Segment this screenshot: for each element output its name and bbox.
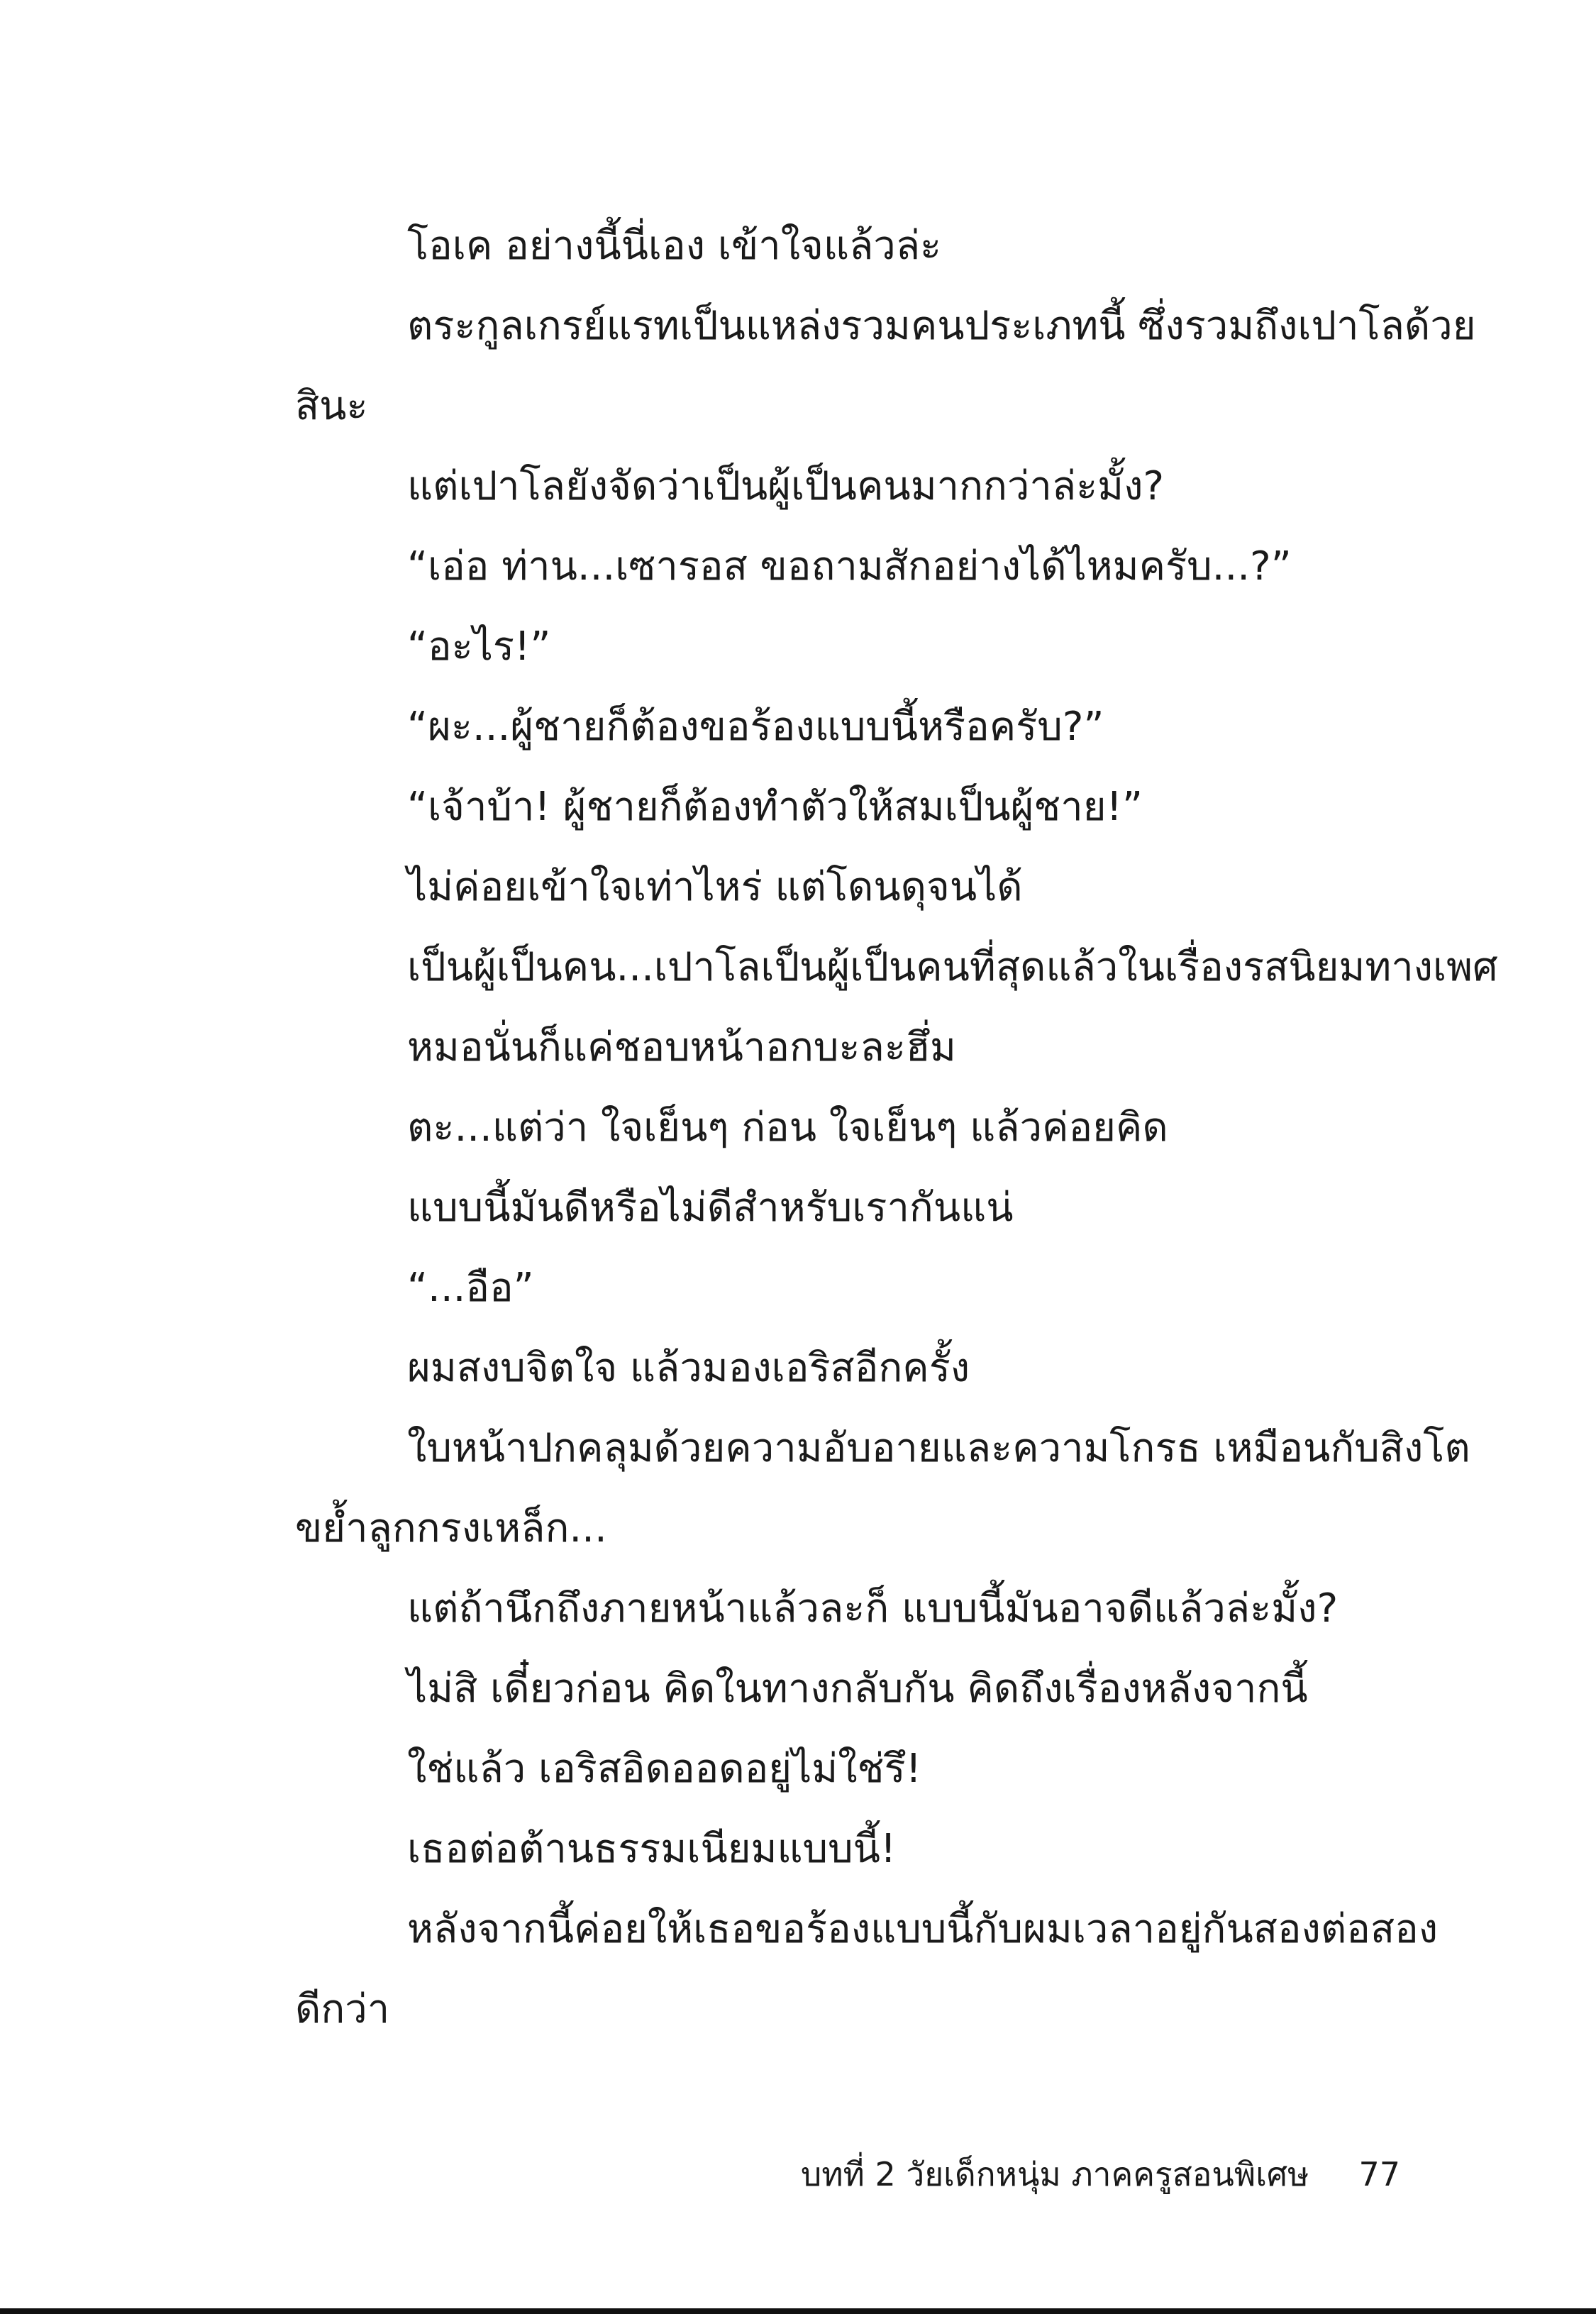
paragraph: แต่ถ้านึกถึงภายหน้าแล้วละก็ แบบนี้มันอาจดีแล้วล่ะมั้ง? bbox=[407, 1585, 1339, 1632]
paragraph: “ผะ...ผู้ชายก็ต้องขอร้องแบบนี้หรือครับ?” bbox=[407, 704, 1104, 750]
paragraph: แบบนี้มันดีหรือไม่ดีสำหรับเรากันแน่ bbox=[407, 1185, 1014, 1231]
paragraph: “อะไร!” bbox=[407, 624, 551, 670]
paragraph: “เจ้าบ้า! ผู้ชายก็ต้องทำตัวให้สมเป็นผู้ชาย!” bbox=[407, 784, 1143, 830]
paragraph: เธอต่อต้านธรรมเนียมแบบนี้! bbox=[407, 1826, 897, 1872]
paragraph: ไม่สิ เดี๋ยวก่อน คิดในทางกลับกัน คิดถึงเรื่องหลังจากนี้ bbox=[407, 1666, 1308, 1712]
paragraph: เป็นผู้เป็นคน...เปาโลเป็นผู้เป็นคนที่สุดแล้วในเรื่องรสนิยมทางเพศ bbox=[407, 944, 1498, 990]
paragraph: หมอนั่นก็แค่ชอบหน้าอกบะละฮึ่ม bbox=[407, 1024, 956, 1070]
page-number: 77 bbox=[1358, 2155, 1400, 2193]
paragraph: ตะ...แต่ว่า ใจเย็นๆ ก่อน ใจเย็นๆ แล้วค่อยคิด bbox=[407, 1105, 1168, 1151]
paragraph: แต่เปาโลยังจัดว่าเป็นผู้เป็นคนมากกว่าล่ะมั้ง? bbox=[407, 463, 1165, 509]
paragraph: “...อือ” bbox=[407, 1265, 534, 1311]
paragraph: หลังจากนี้ค่อยให้เธอขอร้องแบบนี้กับผมเวลาอยู่กันสองต่อสอง ดีกว่า bbox=[295, 1906, 1439, 2032]
page-footer bbox=[801, 2142, 1400, 2206]
running-title: บทที่ 2 วัยเด็กหนุ่ม ภาคครูสอนพิเศษ bbox=[801, 2155, 1309, 2193]
paragraph: ใช่แล้ว เอริสอิดออดอยู่ไม่ใช่รึ! bbox=[407, 1746, 922, 1792]
paragraph: ผมสงบจิตใจ แล้วมองเอริสอีกครั้ง bbox=[407, 1345, 970, 1391]
paragraph: ใบหน้าปกคลุมด้วยความอับอายและความโกรธ เหมือนกับสิงโต ขย้ำลูกกรงเหล็ก... bbox=[295, 1425, 1470, 1551]
paragraph: โอเค อย่างนี้นี่เอง เข้าใจแล้วล่ะ bbox=[407, 223, 942, 269]
paragraph: ไม่ค่อยเข้าใจเท่าไหร่ แต่โดนดุจนได้ bbox=[407, 864, 1023, 910]
paragraph: “เอ่อ ท่าน...เซารอส ขอถามสักอย่างได้ไหมครับ...?” bbox=[407, 543, 1292, 589]
paragraph: ตระกูลเกรย์แรทเป็นแหล่งรวมคนประเภทนี้ ซึ่งรวมถึงเปาโลด้วย สินะ bbox=[295, 303, 1476, 429]
bottom-rule bbox=[0, 2308, 1596, 2314]
page-body bbox=[295, 206, 1498, 2049]
